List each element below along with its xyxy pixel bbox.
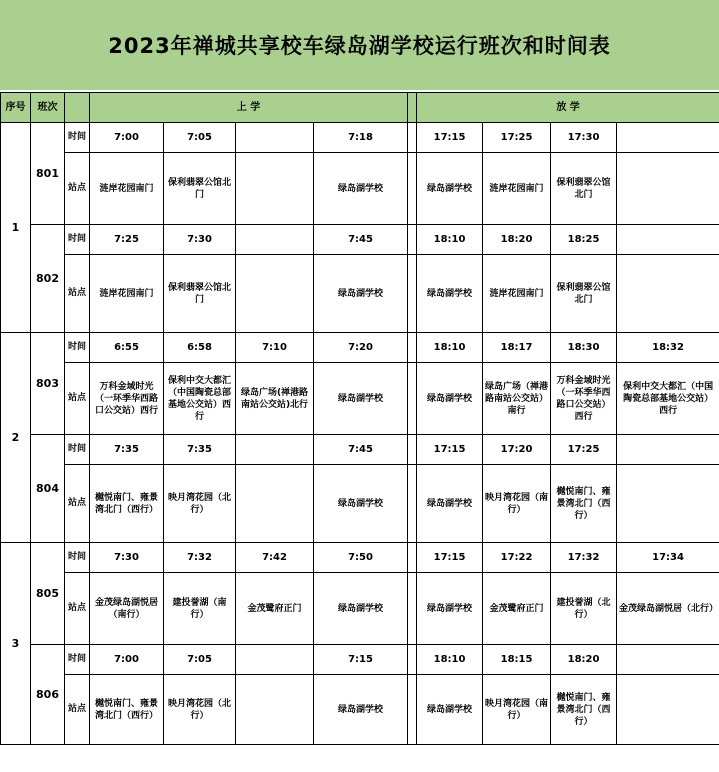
time-cell: 17:15 [417, 435, 483, 465]
title-bar [0, 0, 719, 90]
time-label: 时间 [65, 435, 90, 465]
time-cell: 18:20 [551, 645, 617, 675]
time-cell: 17:32 [551, 543, 617, 573]
route-cell: 802 [31, 225, 65, 333]
time-row [1, 543, 719, 573]
stop-label: 站点 [65, 153, 90, 225]
stop-label: 站点 [65, 675, 90, 745]
stop-cell: 绿岛湖学校 [314, 573, 408, 645]
stop-cell [236, 465, 314, 543]
stop-label: 站点 [65, 465, 90, 543]
stop-cell: 映月湾花园（北行） [164, 675, 236, 745]
time-row [1, 333, 719, 363]
stop-cell [617, 465, 719, 543]
time-cell: 18:15 [483, 645, 551, 675]
stop-cell: 樾悦南门、雍景湾北门（西行） [551, 675, 617, 745]
gap-cell [408, 333, 417, 363]
time-cell [617, 435, 719, 465]
time-cell: 17:30 [551, 123, 617, 153]
route-cell: 806 [31, 645, 65, 745]
stop-cell: 樾悦南门、雍景湾北门（西行） [90, 465, 164, 543]
time-cell: 17:22 [483, 543, 551, 573]
stop-cell [236, 675, 314, 745]
stop-cell: 樾悦南门、雍景湾北门（西行） [551, 465, 617, 543]
stop-cell: 涟岸花园南门 [90, 153, 164, 225]
gap-cell [408, 123, 417, 153]
stop-cell: 绿岛湖学校 [314, 363, 408, 435]
stop-label: 站点 [65, 573, 90, 645]
stop-cell: 金茂绿岛湖悦居（南行） [90, 573, 164, 645]
gap-cell [408, 675, 417, 745]
gap-cell [408, 255, 417, 333]
header-seq: 序号 [1, 93, 31, 123]
header-morning: 上 学 [90, 93, 408, 123]
time-cell: 7:50 [314, 543, 408, 573]
stop-cell [617, 675, 719, 745]
time-cell: 7:30 [90, 543, 164, 573]
time-cell: 7:30 [164, 225, 236, 255]
time-cell [617, 225, 719, 255]
route-cell: 803 [31, 333, 65, 435]
time-cell [236, 225, 314, 255]
time-label: 时间 [65, 333, 90, 363]
time-label: 时间 [65, 225, 90, 255]
stop-cell: 建投誉湖（北行） [551, 573, 617, 645]
stop-cell: 涟岸花园南门 [483, 255, 551, 333]
time-cell: 18:25 [551, 225, 617, 255]
time-cell: 7:00 [90, 645, 164, 675]
route-cell: 801 [31, 123, 65, 225]
time-cell: 7:05 [164, 123, 236, 153]
stop-cell: 绿岛湖学校 [417, 255, 483, 333]
stop-cell: 绿岛湖学校 [314, 255, 408, 333]
stop-cell: 金茂鹭府正门 [236, 573, 314, 645]
time-cell: 18:10 [417, 645, 483, 675]
stop-cell: 万科金域时光（一环季华西路口公交站）西行 [551, 363, 617, 435]
stop-cell: 映月湾花园（北行） [164, 465, 236, 543]
time-cell: 7:00 [90, 123, 164, 153]
stop-row [1, 675, 719, 745]
stop-cell: 绿岛湖学校 [417, 465, 483, 543]
time-cell: 7:05 [164, 645, 236, 675]
time-cell [236, 123, 314, 153]
stop-cell: 绿岛湖学校 [417, 573, 483, 645]
route-cell: 805 [31, 543, 65, 645]
stop-cell: 绿岛湖学校 [314, 465, 408, 543]
header-route: 班次 [31, 93, 65, 123]
stop-cell: 涟岸花园南门 [483, 153, 551, 225]
gap-cell [408, 465, 417, 543]
stop-cell: 金茂绿岛湖悦居（北行） [617, 573, 719, 645]
time-cell: 17:15 [417, 543, 483, 573]
time-cell: 7:35 [90, 435, 164, 465]
stop-cell: 保利翡翠公馆北门 [164, 153, 236, 225]
time-cell: 7:20 [314, 333, 408, 363]
time-cell [236, 645, 314, 675]
stop-cell: 绿岛湖学校 [417, 363, 483, 435]
stop-cell [617, 255, 719, 333]
stop-cell: 绿岛湖学校 [417, 153, 483, 225]
time-cell: 7:45 [314, 225, 408, 255]
gap-cell [408, 225, 417, 255]
time-cell: 17:20 [483, 435, 551, 465]
stop-cell: 绿岛湖学校 [314, 153, 408, 225]
time-cell: 7:10 [236, 333, 314, 363]
time-cell: 7:15 [314, 645, 408, 675]
time-cell: 17:34 [617, 543, 719, 573]
seq-cell: 3 [1, 543, 31, 745]
stop-cell: 保利翡翠公馆北门 [164, 255, 236, 333]
time-cell: 7:25 [90, 225, 164, 255]
stop-row [1, 465, 719, 543]
time-cell: 7:42 [236, 543, 314, 573]
stop-label: 站点 [65, 363, 90, 435]
stop-row [1, 255, 719, 333]
time-cell: 17:25 [551, 435, 617, 465]
time-cell: 18:10 [417, 333, 483, 363]
gap-cell [408, 153, 417, 225]
stop-cell [236, 153, 314, 225]
time-cell: 18:17 [483, 333, 551, 363]
time-cell: 6:58 [164, 333, 236, 363]
time-row [1, 645, 719, 675]
stop-row [1, 153, 719, 225]
stop-cell: 保利翡翠公馆北门 [551, 153, 617, 225]
gap-cell [408, 543, 417, 573]
time-label: 时间 [65, 645, 90, 675]
stop-row [1, 363, 719, 435]
stop-label: 站点 [65, 255, 90, 333]
schedule-table [0, 92, 719, 745]
time-cell [236, 435, 314, 465]
time-row [1, 225, 719, 255]
gap-cell [408, 573, 417, 645]
header-afternoon: 放 学 [417, 93, 719, 123]
time-cell: 6:55 [90, 333, 164, 363]
stop-cell [617, 153, 719, 225]
stop-cell: 金茂鹭府正门 [483, 573, 551, 645]
header-spacer [65, 93, 90, 123]
time-cell [617, 645, 719, 675]
time-row [1, 435, 719, 465]
route-cell: 804 [31, 435, 65, 543]
seq-cell: 1 [1, 123, 31, 333]
stop-row [1, 573, 719, 645]
gap-cell [408, 645, 417, 675]
page-title: 2023年禅城共享校车绿岛湖学校运行班次和时间表 [108, 34, 611, 58]
stop-cell: 绿岛湖学校 [314, 675, 408, 745]
time-cell: 7:45 [314, 435, 408, 465]
seq-cell: 2 [1, 333, 31, 543]
stop-cell: 绿岛广场(禅港路南站公交站)北行 [236, 363, 314, 435]
stop-cell: 映月湾花园（南行） [483, 465, 551, 543]
time-cell [617, 123, 719, 153]
time-cell: 18:10 [417, 225, 483, 255]
time-cell: 18:20 [483, 225, 551, 255]
stop-cell: 樾悦南门、雍景湾北门（西行） [90, 675, 164, 745]
stop-cell: 保利翡翠公馆北门 [551, 255, 617, 333]
stop-cell: 保利中交大都汇（中国陶瓷总部基地公交站）西行 [164, 363, 236, 435]
time-label: 时间 [65, 123, 90, 153]
header-row [1, 93, 719, 123]
time-cell: 18:32 [617, 333, 719, 363]
time-cell: 7:32 [164, 543, 236, 573]
stop-cell: 涟岸花园南门 [90, 255, 164, 333]
stop-cell: 建投誉湖（南行） [164, 573, 236, 645]
gap-cell [408, 435, 417, 465]
time-cell: 18:30 [551, 333, 617, 363]
stop-cell: 绿岛广场（禅港路南站公交站）南行 [483, 363, 551, 435]
stop-cell [236, 255, 314, 333]
time-cell: 7:18 [314, 123, 408, 153]
stop-cell: 保利中交大都汇（中国陶瓷总部基地公交站）西行 [617, 363, 719, 435]
time-label: 时间 [65, 543, 90, 573]
time-row [1, 123, 719, 153]
stop-cell: 映月湾花园（南行） [483, 675, 551, 745]
header-gap [408, 93, 417, 123]
time-cell: 17:15 [417, 123, 483, 153]
time-cell: 7:35 [164, 435, 236, 465]
stop-cell: 绿岛湖学校 [417, 675, 483, 745]
gap-cell [408, 363, 417, 435]
time-cell: 17:25 [483, 123, 551, 153]
stop-cell: 万科金域时光（一环季华西路口公交站）西行 [90, 363, 164, 435]
